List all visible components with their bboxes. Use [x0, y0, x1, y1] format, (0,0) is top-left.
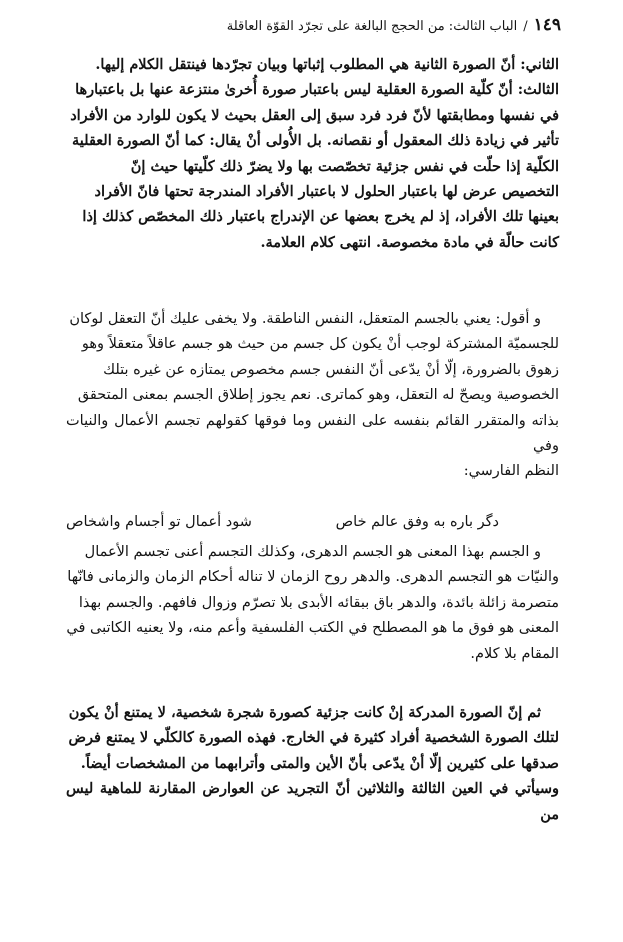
text-line: لتلك الصورة الشخصية أفراد كثيرة في الخارج. فهذه الصورة كالكلّي لا يمتنع فرض — [68, 729, 559, 747]
text-line: التخصيص عرض لها باعتبار الحلول لا باعتبار الأفراد المندرجة تحتها فانّ الأفراد — [94, 183, 559, 201]
text-line: بعينها تلك الأفراد، إذ لم يخرج بعضها عن الإندراج باعتبار ذلك المخصّص كذلك إذا — [82, 208, 559, 226]
header-separator: / — [523, 19, 528, 34]
text-line: للجسميّة المشتركة لوجب أنْ يكون كل جسم من حيث هو جسم عاقلاً متعقلاً وهو — [81, 336, 559, 353]
text-line: زهوق بالضرورة، إلّا أنْ يدّعى أنّ النفس جسم مخصوص يمتازه عن غيره بتلك — [103, 361, 559, 378]
text-line: المعنى هو فوق ما هو المصطلح في الكتب الفلسفية وأعم منه، ولا يعنيه الكاتبى في — [66, 620, 559, 637]
text-line: كانت حالّة في مادة مخصوصة. انتهى كلام العلامة. — [260, 233, 559, 251]
paragraph-section-three — [66, 540, 559, 667]
text-line: الثاني: أنّ الصورة الثانية هي المطلوب إثباتها وبيان تجرّدها فينتقل الكلام إليها. — [95, 56, 559, 73]
paragraph-section-one — [66, 52, 559, 255]
text-line: تأثير في زيادة ذلك المعقول أو نقصانه. بل الأُولى أنْ يقال: كما أنّ الصورة العقلية — [72, 132, 559, 150]
text-line: المقام بلا كلام. — [470, 645, 559, 662]
verse-second-hemistich: شود أعمال تو أجسام واشخاص — [66, 514, 252, 530]
text-line: وسيأتي في العين الثالثة والثلاثين أنّ التجريد عن العوارض المقارنة للماهية ليس من — [66, 780, 559, 823]
text-line: متصرمة زائلة بائدة، والدهر باق ببقائه الأبدى بلا تصرّم وزوال فافهم. والجسم بهذا — [78, 594, 559, 611]
text-line: بذاته والمتقرر القائم بنفسه على النفس وما فوقها كقولهم تجسم الأعمال والنيات وفي — [66, 412, 559, 455]
page-number: ١٤٩ — [533, 15, 561, 35]
text-line: و أقول: يعني بالجسم المتعقل، النفس الناطقة. ولا يخفى عليك أنّ التعقل لوكان — [69, 311, 541, 327]
text-line: الكلّية إذا حلّت في نفس جزئية تخصّصت بها ولا يضرّ ذلك كلّيتها حيث إنّ — [130, 157, 559, 175]
paragraph-section-four — [66, 700, 559, 827]
text-line: في نفسها ومطابقتها لأنّ فرد فرد سبق إلى العقل بحيث لا يكون للوارد من الأفراد — [70, 106, 559, 124]
text-line: الثالث: أنّ كلّية الصورة العقلية ليس باعتبار صورة أُخرىٰ منتزعة عنها بل باعتبارها — [75, 81, 559, 99]
persian-verse — [66, 508, 559, 536]
text-line: النظم الفارسي: — [463, 463, 559, 480]
paragraph-section-two — [66, 307, 559, 485]
text-line: والنيّات هو التجسم الدهرى. والدهر روح الزمان لا تناله أحكام الزمان والزمانى فانّها — [67, 569, 559, 586]
chapter-title: الباب الثالث: من الحجج البالغة على تجرّد القوّة العاقلة — [226, 19, 518, 34]
text-line: و الجسم بهذا المعنى هو الجسم الدهرى، وكذلك التجسم أعنى تجسم الأعمال — [84, 544, 541, 560]
text-line: ثم إنّ الصورة المدركة إنْ كانت جزئية كصورة شجرة شخصية، لا يمتنع أنْ يكون — [68, 704, 541, 721]
running-header — [60, 12, 561, 38]
verse-first-hemistich: دگر باره به وفق عالم خاص — [335, 514, 499, 530]
text-line: الخصوصية ويصحّ له التعقل، وهو كماترى. نعم يجوز إطلاق الجسم بمعنى المتحقق — [77, 387, 559, 404]
text-line: صدقها على كثيرين إلّا أنْ يدّعى بأنّ الأين والمتى وأترابهما من المشخصات أيضاً. — [80, 754, 559, 772]
